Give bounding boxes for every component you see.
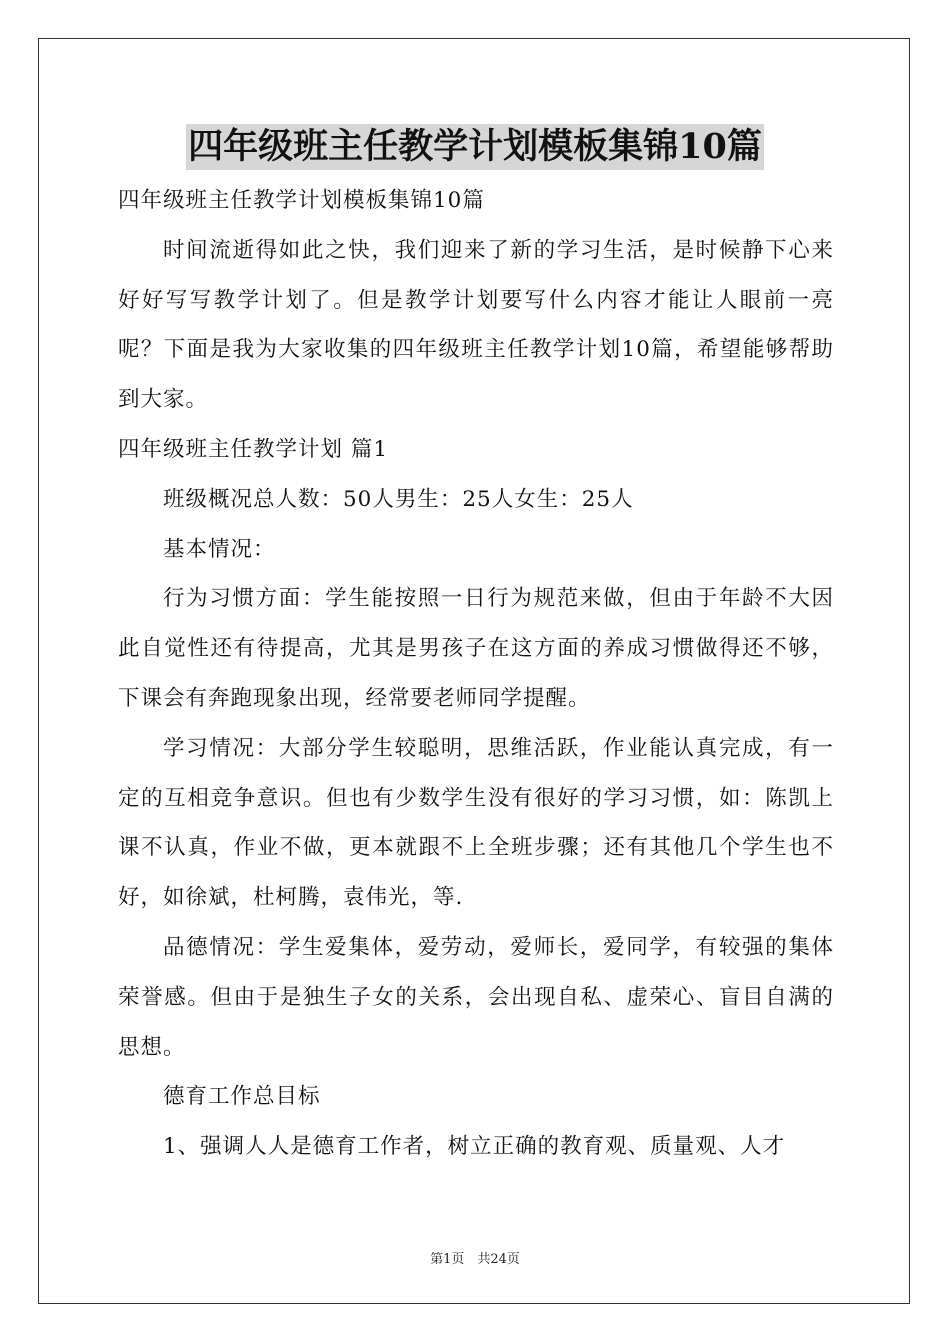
document-title-text: 四年级班主任教学计划模板集锦10篇 [186, 124, 764, 170]
goal-item-1: 1、强调人人是德育工作者，树立正确的教育观、质量观、人才 [163, 1134, 786, 1160]
moral-paragraph: 品德情况：学生爱集体，爱劳动，爱师长，爱同学，有较强的集体荣誉感。但由于是独生子女的关系，会出现自私、虚荣心、盲目自满的思想。 [118, 934, 834, 1060]
study-paragraph: 学习情况：大部分学生较聪明，思维活跃，作业能认真完成，有一定的互相竞争意识。但也有少数学生没有很好的学习习惯，如：陈凯上课不认真，作业不做，更本就跟不上全班步骤；还有其他几个学生也不好，如徐斌，杜柯腾，袁伟光，等. [118, 735, 834, 911]
document-body [118, 176, 834, 1172]
behavior-paragraph: 行为习惯方面：学生能按照一日行为规范来做，但由于年龄不大因此自觉性还有待提高，尤其是男孩子在这方面的养成习惯做得还不够，下课会有奔跑现象出现，经常要老师同学提醒。 [118, 586, 834, 711]
intro-paragraph: 时间流逝得如此之快，我们迎来了新的学习生活，是时候静下心来好好写写教学计划了。但是教学计划要写什么内容才能让人眼前一亮呢？下面是我为大家收集的四年级班主任教学计划10篇，希望能够帮助到大家。 [118, 237, 834, 413]
document-title [0, 124, 950, 170]
class-overview-paragraph: 班级概况总人数：50人男生：25人女生：25人 [163, 486, 634, 512]
subtitle-paragraph: 四年级班主任教学计划模板集锦10篇 [118, 188, 485, 213]
basic-situation-heading: 基本情况： [163, 536, 276, 562]
section-heading: 四年级班主任教学计划 篇1 [118, 436, 389, 462]
moral-goal-heading: 德育工作总目标 [163, 1084, 321, 1110]
page-number-footer: 第1页 共24页 [430, 1252, 520, 1267]
